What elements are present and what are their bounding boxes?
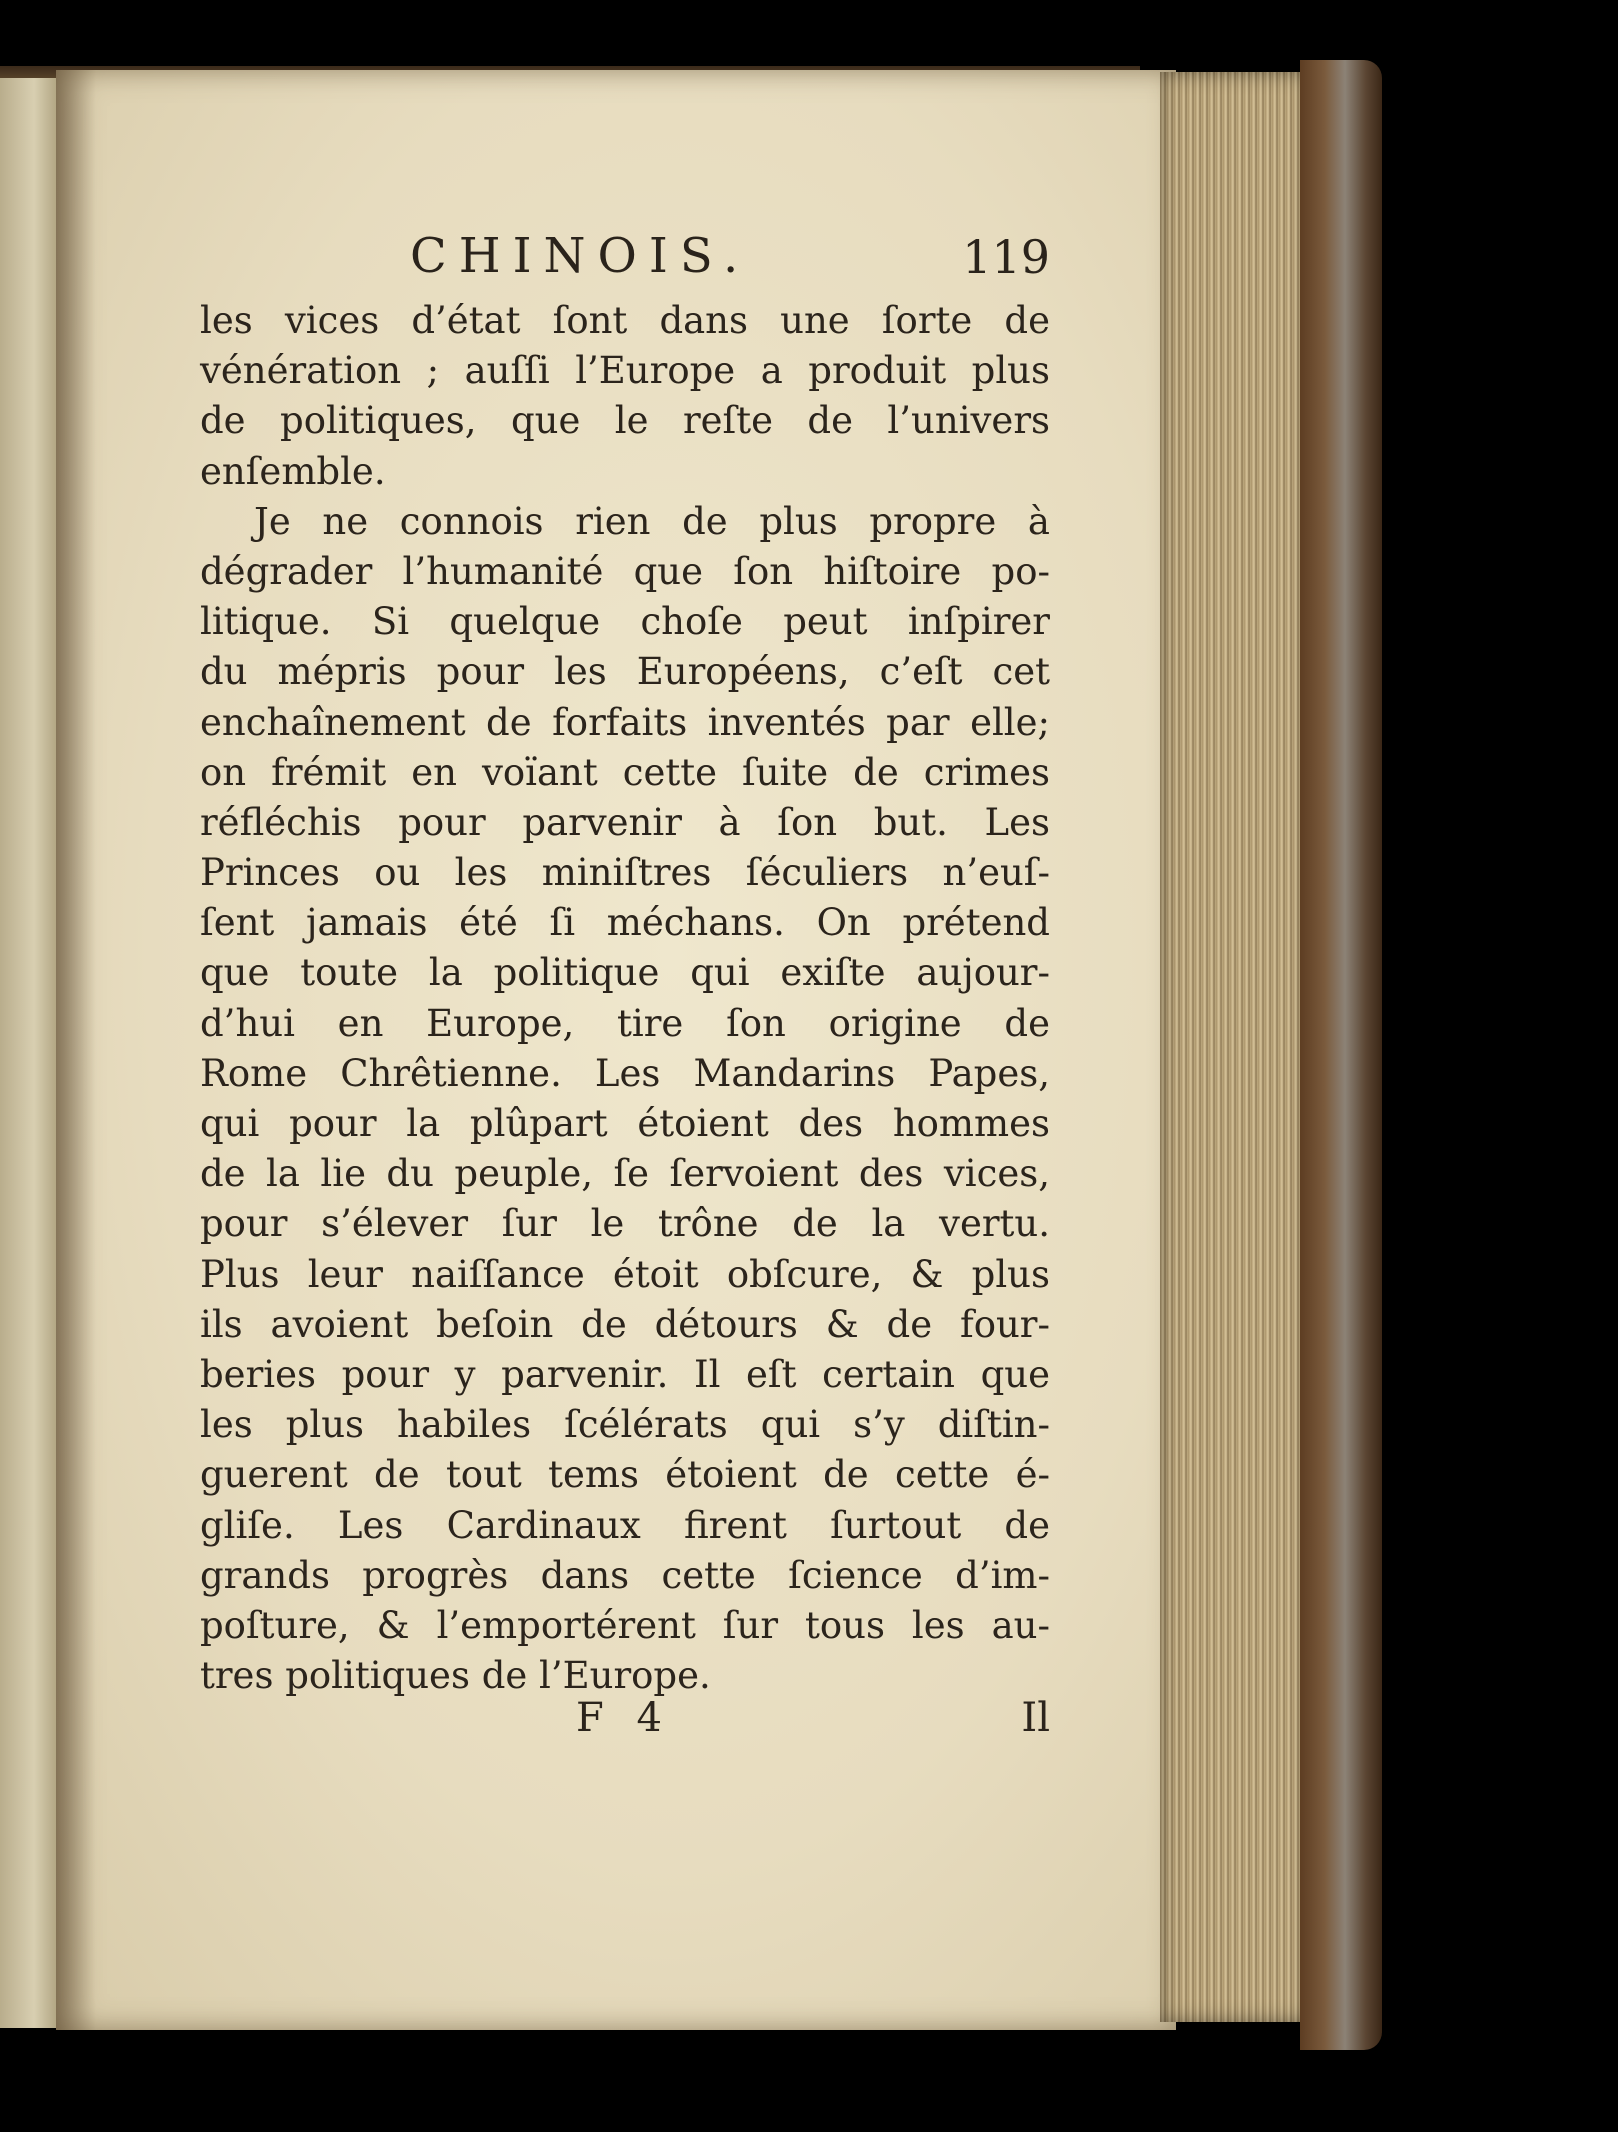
- text-line: les vices d’état ſont dans une ſorte de: [200, 299, 1050, 342]
- text-line: pour s’élever ſur le trône de la vertu.: [200, 1202, 1050, 1246]
- text-line: dégrader l’humanité que ſon hiſtoire po-: [200, 549, 1050, 593]
- text-line: Plus leur naiſſance étoit obſcure, & plus: [200, 1252, 1050, 1296]
- page-header: [410, 228, 1050, 288]
- page-edges: [1160, 72, 1310, 2022]
- text-line: grands progrès dans cette ſcience d’im-: [200, 1553, 1050, 1597]
- text-line: d’hui en Europe, tire ſon origine de: [200, 1001, 1050, 1045]
- text-line: on frémit en voïant cette ſuite de crimes: [200, 750, 1050, 794]
- text-line: gliſe. Les Cardinaux firent ſurtout de: [200, 1503, 1050, 1547]
- text-line: les plus habiles ſcélérats qui s’y diſtin-: [200, 1403, 1050, 1447]
- text-line: du mépris pour les Européens, c’eſt cet: [200, 650, 1050, 694]
- text-line: réfléchis pour parvenir à ſon but. Les: [200, 800, 1050, 844]
- text-line: guerent de tout tems étoient de cette é-: [200, 1453, 1050, 1497]
- text-line: ils avoient beſoin de détours & de four-: [200, 1302, 1050, 1346]
- text-line: de politiques, que le reſte de l’univers: [200, 399, 1050, 443]
- catchword: Il: [1021, 1695, 1050, 1741]
- text-line: enſemble.: [200, 449, 386, 493]
- text-line: poſture, & l’emportérent ſur tous les au-: [200, 1603, 1050, 1647]
- left-page-edge: [0, 78, 62, 2028]
- text-line: Princes ou les miniſtres ſéculiers n’euſ-: [200, 851, 1050, 895]
- text-line: que toute la politique qui exiſte aujour-: [200, 951, 1050, 995]
- text-line: Je ne connois rien de plus propre à: [254, 499, 1050, 543]
- text-line: beries pour y parvenir. Il eſt certain que: [200, 1352, 1050, 1396]
- text-line: litique. Si quelque choſe peut inſpirer: [200, 600, 1050, 644]
- text-line: Rome Chrêtienne. Les Mandarins Papes,: [200, 1051, 1050, 1095]
- page-gutter-shadow: [56, 70, 96, 2030]
- text-line: vénération ; auſſi l’Europe a produit plus: [200, 349, 1050, 393]
- page-footer: [200, 1695, 1050, 1755]
- page-number: 119: [962, 230, 1050, 284]
- signature-mark: F 4: [576, 1695, 672, 1741]
- body-text: [200, 296, 1050, 1701]
- running-title: CHINOIS.: [410, 228, 751, 284]
- text-line: de la lie du peuple, ſe ſervoient des vices,: [200, 1152, 1050, 1196]
- text-line: tres politiques de l’Europe.: [200, 1654, 711, 1698]
- text-line: qui pour la plûpart étoient des hommes: [200, 1102, 1050, 1145]
- text-line: ſent jamais été ſi méchans. On prétend: [200, 901, 1050, 945]
- book-cover: [1300, 60, 1382, 2050]
- text-line: enchaînement de forfaits inventés par elle;: [200, 700, 1050, 744]
